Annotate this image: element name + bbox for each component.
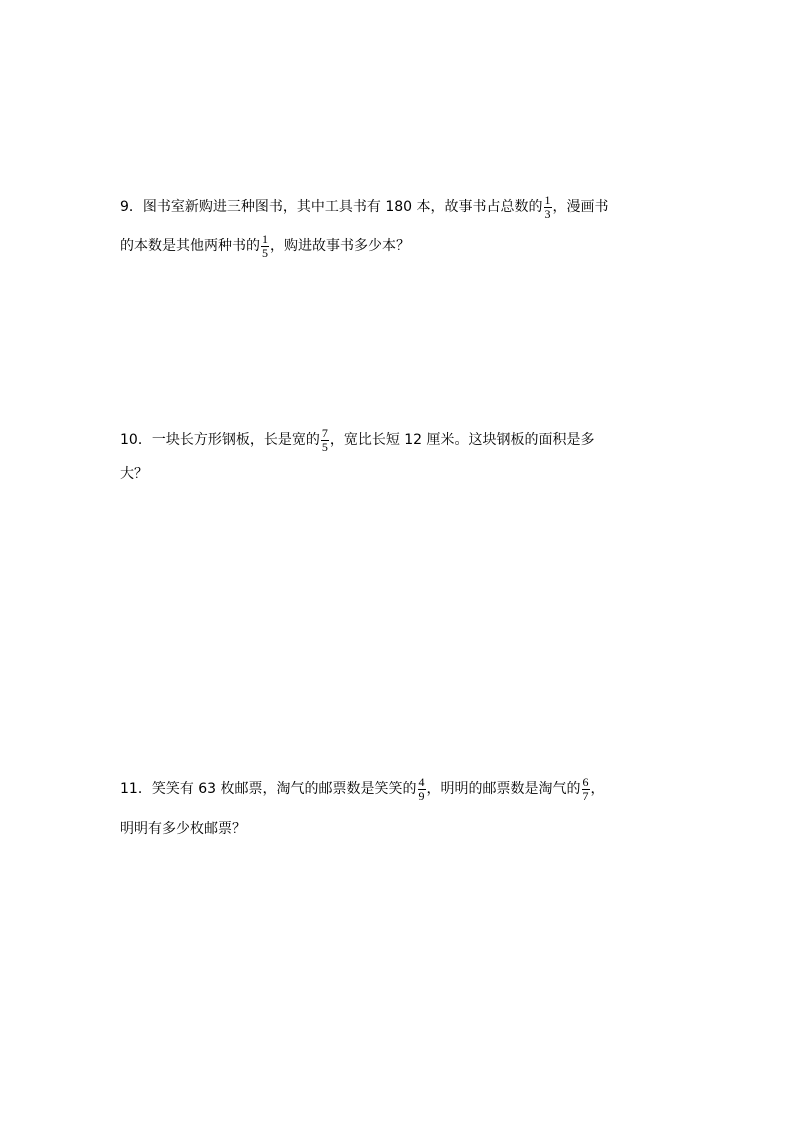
fraction-six-sevenths: $\frac{6}{7}$ bbox=[582, 774, 589, 803]
problem-9-text-c: 的本数是其他两种书的 bbox=[120, 238, 260, 254]
fraction-four-ninths: $\frac{4}{9}$ bbox=[418, 774, 425, 803]
problem-9-text-a: 9．图书室新购进三种图书，其中工具书有 180 本，故事书占总数的 bbox=[120, 199, 543, 215]
fraction-one-third: $\frac{1}{3}$ bbox=[544, 192, 551, 221]
problem-11-text-a: 11．笑笑有 63 枚邮票，淘气的邮票数是笑笑的 bbox=[120, 781, 417, 797]
fraction-one-fifth: $\frac{1}{5}$ bbox=[262, 231, 268, 260]
problem-10-line-2 bbox=[120, 458, 148, 490]
problem-11-text-b: ，明明的邮票数是淘气的 bbox=[426, 781, 581, 797]
problem-10-text-b: ，宽比长短 12 厘米。这块钢板的面积是多 bbox=[329, 432, 595, 448]
problem-11-text-d: 明明有多少枚邮票？ bbox=[120, 821, 246, 837]
problem-10-text-c: 大？ bbox=[120, 466, 148, 482]
problem-11-line-2 bbox=[120, 813, 246, 845]
problem-9-text-b: ，漫画书 bbox=[552, 199, 609, 215]
problem-10-line-1 bbox=[120, 424, 595, 456]
fraction-seven-fifths: $\frac{7}{5}$ bbox=[321, 425, 328, 454]
problem-9-line-1 bbox=[120, 191, 609, 223]
problem-9-line-2 bbox=[120, 230, 410, 262]
problem-11-line-1 bbox=[120, 773, 605, 805]
problem-9-text-d: ，购进故事书多少本？ bbox=[270, 238, 410, 254]
problem-11-text-c: ， bbox=[590, 781, 605, 797]
problem-10-text-a: 10．一块长方形钢板，长是宽的 bbox=[120, 432, 320, 448]
